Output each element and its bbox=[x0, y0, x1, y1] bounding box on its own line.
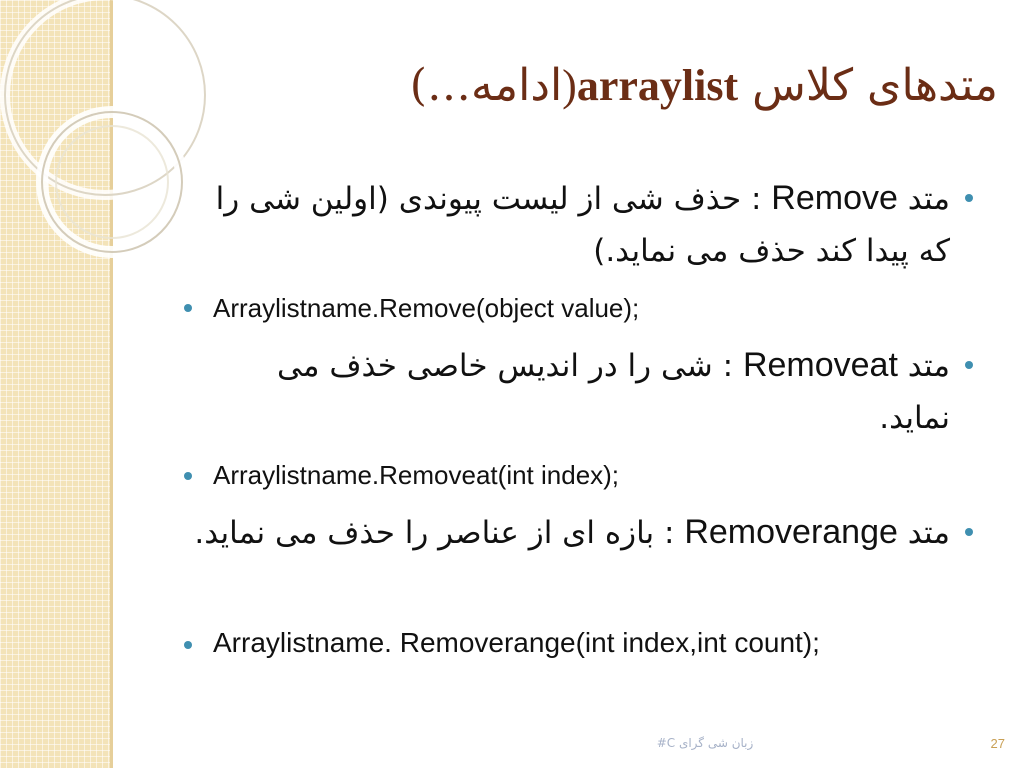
decorative-circles bbox=[0, 0, 220, 320]
item-removeat-code: Arraylistname.Removeat(int index); bbox=[213, 460, 620, 490]
item-remove-body: : حذف شی از لیست پیوندی (اولین شی را که پیدا کند حذف می نماید.) bbox=[215, 181, 950, 269]
footer-course-name: زبان شی گرای C# bbox=[656, 736, 754, 750]
bullet-5 bbox=[965, 528, 973, 536]
item-removeat-method: Removeat bbox=[742, 346, 898, 384]
item-remove-code: Arraylistname.Remove(object value); bbox=[213, 293, 640, 323]
bullet-6 bbox=[184, 641, 192, 649]
bullet-3 bbox=[965, 361, 973, 369]
bullet-4 bbox=[184, 472, 192, 480]
item-removerange-body: : بازه ای از عناصر را حذف می نماید. bbox=[194, 515, 685, 551]
title-latin-part: arraylist bbox=[576, 61, 739, 110]
item-removeat-body: : شی را در اندیس خاصی خذف می نماید. bbox=[277, 348, 950, 436]
title-paren-open: ( bbox=[562, 61, 577, 110]
item-remove-description bbox=[205, 172, 950, 277]
title-tail-part: ادامه…) bbox=[409, 60, 563, 111]
item-removerange-method: Removerange bbox=[684, 513, 898, 551]
slide-title bbox=[300, 62, 998, 110]
item-removerange-code: Arraylistname. Removerange(int index,int count); bbox=[213, 627, 820, 658]
item-remove-method: Remove bbox=[771, 179, 898, 217]
item-removeat-description bbox=[205, 339, 950, 444]
page-number: 27 bbox=[990, 736, 1005, 751]
item-remove-prefix: متد bbox=[897, 181, 950, 217]
item-removerange-description bbox=[190, 506, 950, 559]
bullet-2 bbox=[184, 304, 192, 312]
item-removeat-prefix: متد bbox=[897, 348, 950, 384]
bullet-1 bbox=[965, 194, 973, 202]
title-rtl-part: متدهای کلاس bbox=[738, 60, 998, 111]
item-removerange-prefix: متد bbox=[897, 515, 950, 551]
